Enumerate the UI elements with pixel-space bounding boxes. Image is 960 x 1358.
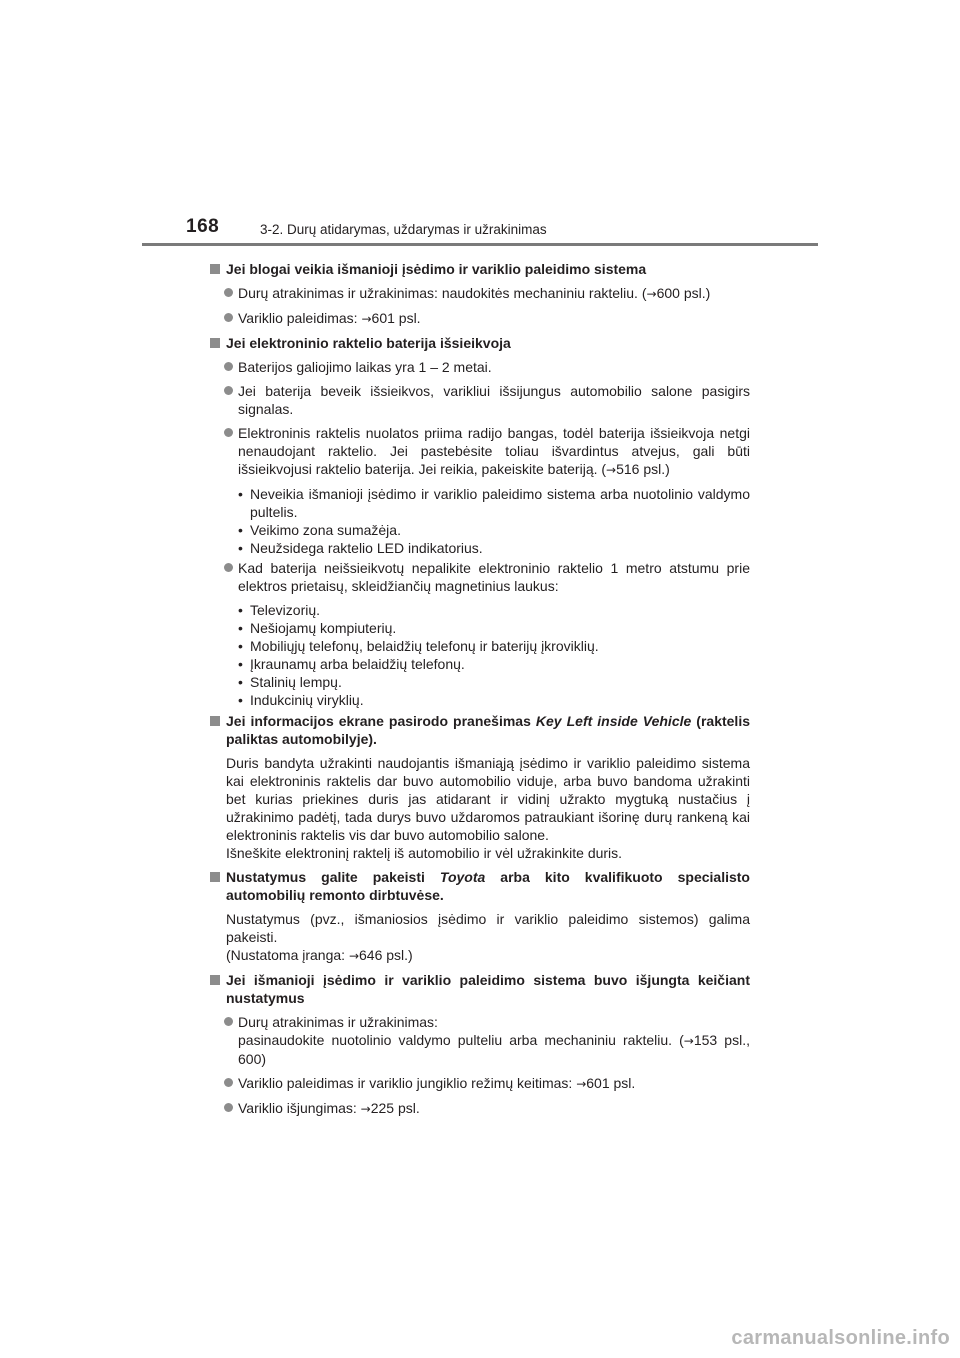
sub-list: [210, 485, 750, 557]
bullet-dot-icon: [224, 313, 233, 322]
section-heading: Nustatymus galite pakeisti Toyota arba kito kvalifikuoto specialisto automobilių remonto dirbtuvėse.: [210, 868, 750, 904]
bullet-item: Kad baterija neišsieikvotų nepalikite elektroninio raktelio 1 metro atstumu prie elektros prietaisų, skleidžiančių magnetinius laukus:: [210, 559, 750, 595]
sub-list-item: • Nešiojamų kompiuterių.: [210, 619, 750, 637]
arrow-icon: →: [348, 949, 360, 963]
paragraph: Duris bandyta užrakinti naudojantis išmaniąją įsėdimo ir variklio paleidimo sistema kai elektroninis raktelis dar buvo automobilio viduje, arba buvo bandoma užrakinti bet kurias priekines duris jas atidarant ir vidinį užrakto mygtuką nustačius į užrakinimo padėtį, tada durys buvo uždaromos patraukiant išorinę durų rankeną kai elektroninis raktelis vis dar buvo automobilio salone. Išneškite elektroninį raktelį iš automobilio ir vėl užrakinkite duris.: [226, 755, 750, 861]
bullet-item: Jei baterija beveik išsieikvos, varikliui išsijungus automobilio salone pasigirs signalas.: [210, 382, 750, 418]
bullet-dot-icon: [224, 428, 233, 437]
bullet-item: Elektroninis raktelis nuolatos priima radijo bangas, todėl baterija išsieikvoja netgi nenaudojant raktelio. Jei pastebėsite toliau išvardintus atvejus, gali būti išsieikvojusi raktelio baterija. Jei reikia, pakeiskite bateriją. (→516 psl.): [210, 424, 750, 479]
page-number: 168: [186, 216, 220, 237]
watermark: carmanualsonline.info: [731, 1327, 950, 1349]
page-content: [210, 254, 750, 1118]
bullet-dot-icon: [224, 288, 233, 297]
message-name: Key Left inside Vehicle: [535, 713, 692, 729]
arrow-icon: →: [576, 1077, 587, 1091]
bullet-item: Durų atrakinimas ir užrakinimas: pasinaudokite nuotolinio valdymo pulteliu arba mechaniniu rakteliu. (→153 psl., 600): [210, 1013, 750, 1068]
bullet-item: Durų atrakinimas ir užrakinimas: naudokitės mechaniniu rakteliu. (→600 psl.): [210, 284, 750, 303]
brand-name: Toyota: [439, 869, 486, 885]
bullet-dot-icon: [224, 386, 233, 395]
arrow-icon: →: [360, 1102, 371, 1116]
bullet-item: Variklio paleidimas: →601 psl.: [210, 309, 750, 328]
sub-list-item: • Indukcinių viryklių.: [210, 691, 750, 709]
sub-list-item: • Veikimo zona sumažėja.: [210, 521, 750, 539]
sub-list-item: • Neužsidega raktelio LED indikatorius.: [210, 539, 750, 557]
section-heading: Jei informacijos ekrane pasirodo pranešimas Key Left inside Vehicle (raktelis paliktas automobilyje).: [210, 712, 750, 748]
bullet-dot-icon: [224, 362, 233, 371]
chapter-title: 3-2. Durų atidarymas, uždarymas ir užrakinimas: [260, 222, 547, 237]
header-rule: [142, 243, 818, 246]
section-heading: Jei blogai veikia išmanioji įsėdimo ir variklio paleidimo sistema: [210, 260, 750, 278]
section-heading: Jei elektroninio raktelio baterija išsieikvoja: [210, 334, 750, 352]
bullet-item: Variklio išjungimas: →225 psl.: [210, 1099, 750, 1118]
bullet-dot-icon: [224, 1103, 233, 1112]
sub-list-item: • Stalinių lempų.: [210, 673, 750, 691]
sub-list-item: • Mobiliųjų telefonų, belaidžių telefonų ir baterijų įkroviklių.: [210, 637, 750, 655]
bullet-dot-icon: [224, 563, 233, 572]
arrow-icon: →: [606, 463, 617, 477]
page-header: [0, 0, 960, 250]
paragraph: Nustatymus (pvz., išmaniosios įsėdimo ir variklio paleidimo sistemos) galima pakeisti. (Nustatoma įranga: →646 psl.): [226, 911, 750, 963]
arrow-icon: →: [683, 1034, 694, 1048]
sub-list-item: • Įkraunamų arba belaidžių telefonų.: [210, 655, 750, 673]
sub-list-item: • Neveikia išmanioji įsėdimo ir variklio paleidimo sistema arba nuotolinio valdymo pultelis.: [210, 485, 750, 521]
arrow-icon: →: [361, 312, 372, 326]
bullet-dot-icon: [224, 1017, 233, 1026]
bullet-item: Variklio paleidimas ir variklio jungiklio režimų keitimas: →601 psl.: [210, 1074, 750, 1093]
sub-list: [210, 601, 750, 709]
arrow-icon: →: [646, 287, 657, 301]
sub-list-item: • Televizorių.: [210, 601, 750, 619]
section-heading: Jei išmanioji įsėdimo ir variklio paleidimo sistema buvo išjungta keičiant nustatymus: [210, 971, 750, 1007]
bullet-dot-icon: [224, 1078, 233, 1087]
bullet-item: Baterijos galiojimo laikas yra 1 – 2 metai.: [210, 358, 750, 376]
